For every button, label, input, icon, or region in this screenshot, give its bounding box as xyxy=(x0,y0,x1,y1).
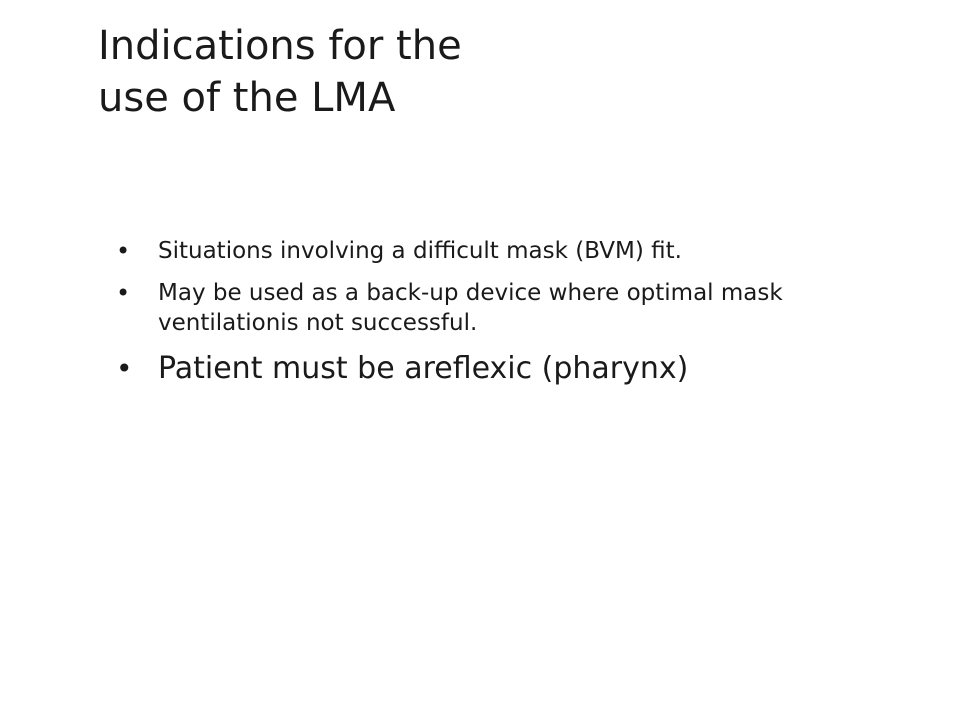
bullet-list xyxy=(116,236,896,400)
bullet-text: Patient must be areflexic (pharynx) xyxy=(158,351,689,386)
bullet-marker: • xyxy=(116,352,133,385)
bullet-text: May be used as a back-up device where optimal mask ventilationis not successful. xyxy=(158,280,783,336)
bullet-marker: • xyxy=(116,237,131,265)
slide-title xyxy=(98,20,858,124)
bullet-text: Situations involving a difficult mask (BVM) fit. xyxy=(158,238,682,264)
bullet-item-areflexic-patient xyxy=(116,350,896,388)
bullet-item-backup-device xyxy=(116,278,896,338)
title-line-2: use of the LMA xyxy=(98,75,396,121)
bullet-marker: • xyxy=(116,279,131,307)
title-line-1: Indications for the xyxy=(98,23,462,69)
bullet-item-difficult-mask-fit xyxy=(116,236,896,266)
